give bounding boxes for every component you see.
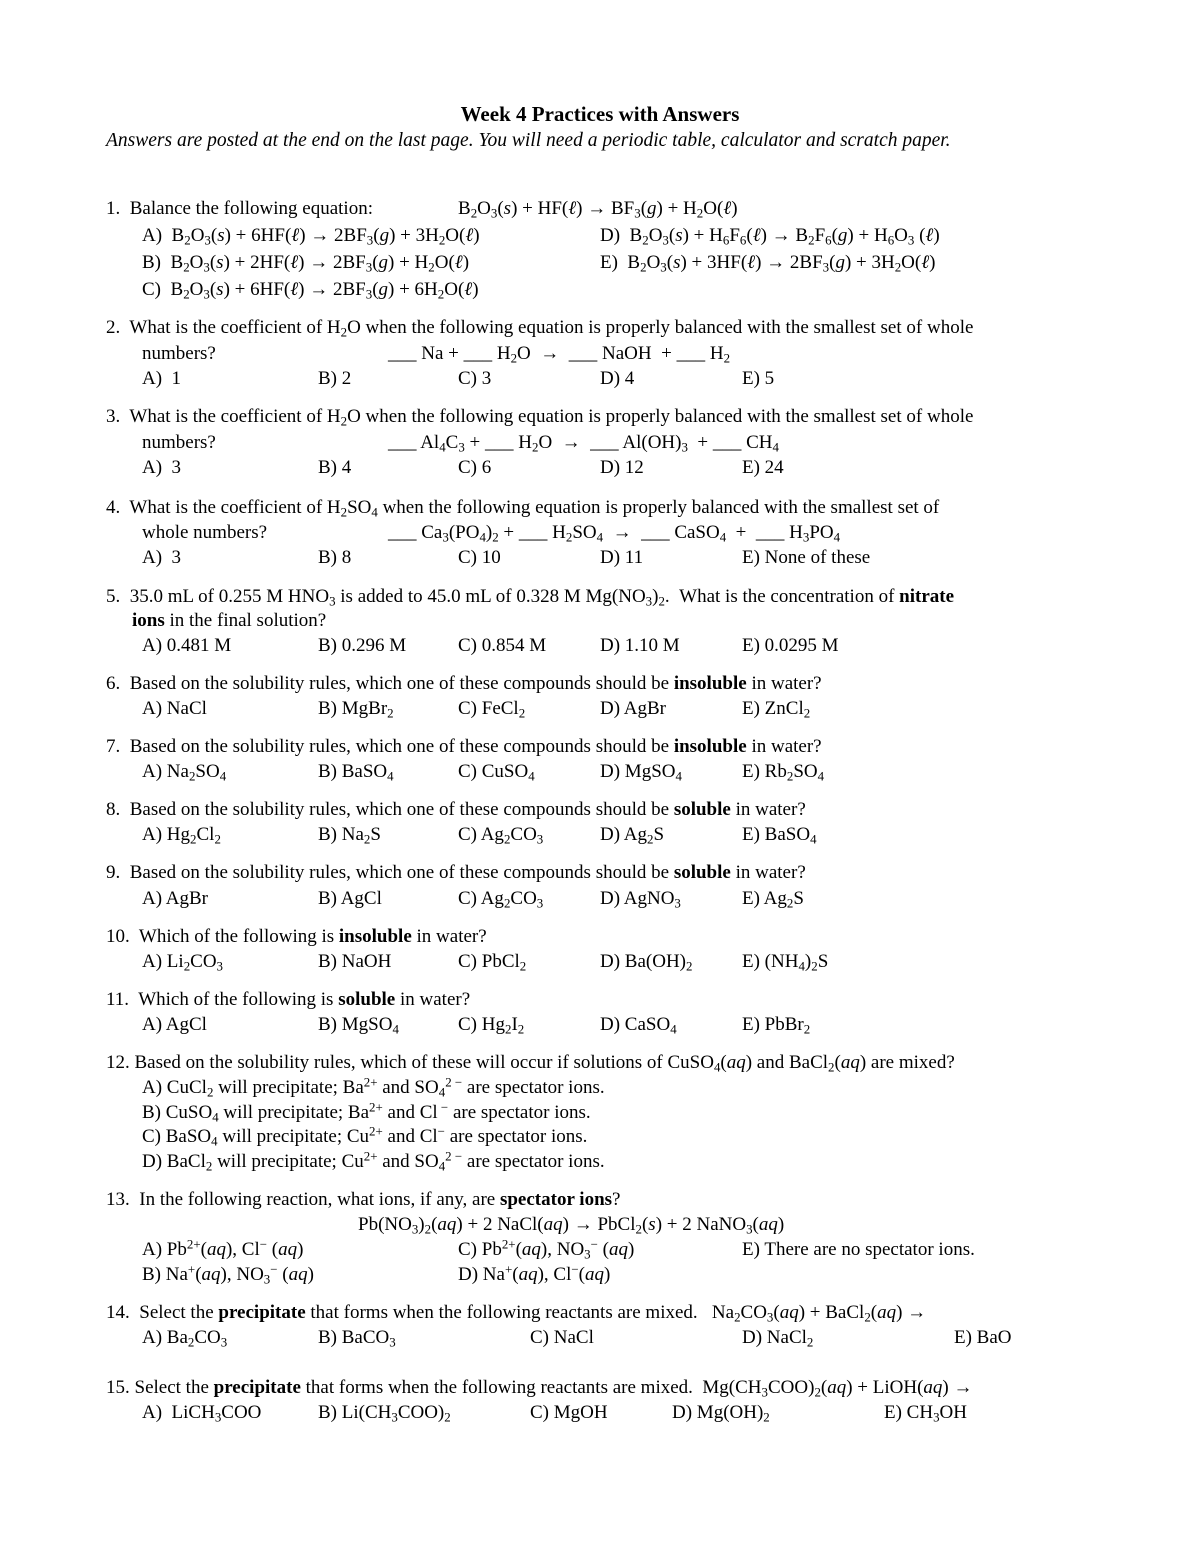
answer-choice: B) 2 [318,368,352,389]
answer-choice: B) NaOH [318,951,392,972]
question-stem: 1. Balance the following equation: [106,198,373,219]
answer-choice: A) CuCl$_2$ will precipitate; $Ba^{2+}$ and $SO_4^{2 -}$ are spectator ions. [142,1074,605,1100]
intro-instructions: Answers are posted at the end on the last page. You will need a periodic table, calculator and scratch paper. [106,130,951,151]
answer-choice: C) $Pb^{2+}(aq)$, $NO_3^-$ (aq) [458,1236,635,1262]
answer-choice: B) $Li(CH_3COO)_2$ [318,1402,451,1425]
question-stem: 6. Based on the solubility rules, which one of these compounds should be insoluble in water? [106,673,822,694]
answer-choice: D) 1.10 M [600,635,680,656]
question-equation: ___ Na + ___ $H_2O$ → ___ NaOH + ___ $H_2$ [388,343,731,366]
answer-choice: E) BaSO$_4$ [742,824,817,847]
question-stem: 15. Select the precipitate that forms when the following reactants are mixed. $Mg(CH_3COO)_2(aq)$ + LiOH(aq) → [106,1377,973,1400]
answer-choice: E) There are no spectator ions. [742,1239,975,1260]
answer-choice: B) BaCO$_3$ [318,1327,396,1350]
answer-choice: A) NaCl [142,698,207,719]
question-stem: 8. Based on the solubility rules, which one of these compounds should be soluble in water? [106,799,806,820]
answer-choice: C) BaSO$_4$ will precipitate; $Cu^{2+}$ and Cl− are spectator ions. [142,1123,588,1149]
answer-choice: D) AgNO$_3$ [600,888,681,911]
question-stem: 4. What is the coefficient of $H_2SO_4$ when the following equation is properly balanced with the smallest set of [106,497,940,520]
question-stem: numbers? [142,432,216,453]
answer-choice: C) NaCl [530,1327,594,1348]
answer-choice: C) $Ag_2CO_3$ [458,824,544,847]
question-stem: 3. What is the coefficient of $H_2O$ when the following equation is properly balanced with the smallest set of whole [106,406,974,429]
answer-choice: C) $Hg_2I_2$ [458,1014,525,1037]
answer-choice: C) FeCl$_2$ [458,698,526,721]
answer-choice: C) 3 [458,368,492,389]
answer-choice: B) MgBr$_2$ [318,698,394,721]
answer-choice: A) AgBr [142,888,208,909]
answer-choice: E) BaO [954,1327,1012,1348]
answer-choice: A) $Ba_2CO_3$ [142,1327,228,1350]
answer-choice: D) 12 [600,457,644,478]
answer-choice: D) AgBr [600,698,666,719]
answer-choice: D) $Mg(OH)_2$ [672,1402,770,1425]
page-title: Week 4 Practices with Answers [460,102,740,126]
answer-choice: C) MgOH [530,1402,608,1423]
question-stem: whole numbers? [142,522,268,543]
answer-choice: D) $Ag_2S$ [600,824,665,847]
answer-choice: A) $B_2O_3(s)$ + 6HF(ℓ) → $2BF_3(g)$ + $3H_2O(\ell)$ [142,225,480,248]
answer-choice: B) 0.296 M [318,635,407,656]
answer-choice: A) 3 [142,457,182,478]
answer-choice: E) None of these [742,547,871,568]
question-stem: 10. Which of the following is insoluble in water? [106,926,487,947]
answer-choice: A) 1 [142,368,182,389]
question-equation: ___ $Ca_3(PO_4)_2$ + ___ $H_2SO_4$ → ___ CaSO$_4$ + ___ $H_3PO_4$ [388,522,841,545]
answer-choice: A) AgCl [142,1014,207,1035]
answer-choice: E) ZnCl$_2$ [742,698,811,721]
answer-choice: E) 24 [742,457,784,478]
answer-choice: A) 0.481 M [142,635,232,656]
answer-choice: B) $B_2O_3(s)$ + 2HF(ℓ) → $2BF_3(g)$ + $H_2O(\ell)$ [142,252,470,275]
answer-choice: B) 8 [318,547,352,568]
answer-choice: E) 0.0295 M [742,635,839,656]
answer-choice: E) PbBr$_2$ [742,1014,811,1037]
answer-choice: D) 4 [600,368,635,389]
question-stem: 7. Based on the solubility rules, which one of these compounds should be insoluble in water? [106,736,822,757]
answer-choice: D) 11 [600,547,644,568]
answer-choice: B) CuSO$_4$ will precipitate; $Ba^{2+}$ and Cl − are spectator ions. [142,1099,591,1125]
answer-choice: D) MgSO$_4$ [600,761,682,784]
question-equation: $Pb(NO_3)_2(aq) + 2$ NaCl(aq) → PbCl$_2$(s) + 2 NaNO$_3$(aq) [358,1214,785,1237]
answer-choice: B) BaSO$_4$ [318,761,394,784]
answer-choice: C) $Ag_2CO_3$ [458,888,544,911]
answer-choice: D) $B_2O_3(s)$ + $H_6F_6(\ell) \to B_2F_6(g) + H_6O_3$ (ℓ) [600,225,940,248]
answer-choice: B) 4 [318,457,352,478]
answer-choice: E) $(NH_4)_2S$ [742,951,829,974]
answer-choice: C) 6 [458,457,492,478]
answer-choice: D) BaCl$_2$ will precipitate; $Cu^{2+}$ and $SO_4^{2 -}$ are spectator ions. [142,1148,605,1174]
answer-choice: C) $B_2O_3(s)$ + 6HF(ℓ) → $2BF_3(g)$ + $6H_2O(\ell)$ [142,279,479,302]
answer-choice: B) $Na_2S$ [318,824,381,847]
question-stem: 9. Based on the solubility rules, which one of these compounds should be soluble in water? [106,862,806,883]
answer-choice: B) MgSO$_4$ [318,1014,399,1037]
answer-choice: A) 3 [142,547,182,568]
answer-choice: C) CuSO$_4$ [458,761,535,784]
answer-choice: A) $Li_2CO_3$ [142,951,223,974]
question-stem: 12. Based on the solubility rules, which of these will occur if solutions of CuSO$_4$(aq) and BaCl$_2$(aq) are mixed? [106,1052,955,1075]
answer-choice: E) 5 [742,368,775,389]
answer-choice: A) $Na_2SO_4$ [142,761,227,784]
answer-choice: A) $Pb^{2+}(aq)$, Cl− (aq) [142,1236,304,1260]
answer-choice: A) LiCH$_3$COO [142,1402,262,1425]
question-equation: ___ $Al_4C_3$ + ___ $H_2O$ → ___ $Al(OH)_3$ + ___ $CH_4$ [388,432,779,455]
answer-choice: D) $Ba(OH)_2$ [600,951,693,974]
answer-choice: E) $B_2O_3(s)$ + 3HF(ℓ) → $2BF_3(g)$ + $3H_2O(\ell)$ [600,252,936,275]
question-stem: 13. In the following reaction, what ions, if any, are spectator ions? [106,1189,621,1210]
answer-choice: D) NaCl$_2$ [742,1327,814,1350]
answer-choice: C) 10 [458,547,501,568]
answer-choice: E) $Ag_2S$ [742,888,804,911]
answer-choice: D) Na+(aq), Cl−(aq) [458,1261,611,1285]
answer-choice: A) $Hg_2Cl_2$ [142,824,221,847]
answer-choice: C) 0.854 M [458,635,547,656]
answer-choice: C) PbCl$_2$ [458,951,527,974]
answer-choice: D) CaSO$_4$ [600,1014,677,1037]
answer-choice: B) AgCl [318,888,382,909]
question-stem: 5. 35.0 mL of 0.255 M $HNO_3$ is added to 45.0 mL of 0.328 M $Mg(NO_3)_2$. What is the concentration of nitrate [106,586,955,609]
answer-choice: E) $CH_3OH$ [884,1402,967,1425]
question-stem: 11. Which of the following is soluble in water? [106,989,471,1010]
question-equation: $B_2O_3(s)$ + HF(ℓ) → $BF_3(g)$ + $H_2O(\ell)$ [458,198,738,221]
question-stem: 2. What is the coefficient of $H_2O$ when the following equation is properly balanced with the smallest set of whole [106,317,974,340]
question-stem: 14. Select the precipitate that forms when the following reactants are mixed. $Na_2CO_3(aq)$ + BaCl$_2$(aq) → [106,1302,927,1325]
question-stem: numbers? [142,343,216,364]
answer-choice: E) $Rb_2SO_4$ [742,761,825,784]
question-stem: ions in the final solution? [132,610,327,631]
answer-choice: B) Na+(aq), $NO_3^-$ (aq) [142,1261,314,1287]
